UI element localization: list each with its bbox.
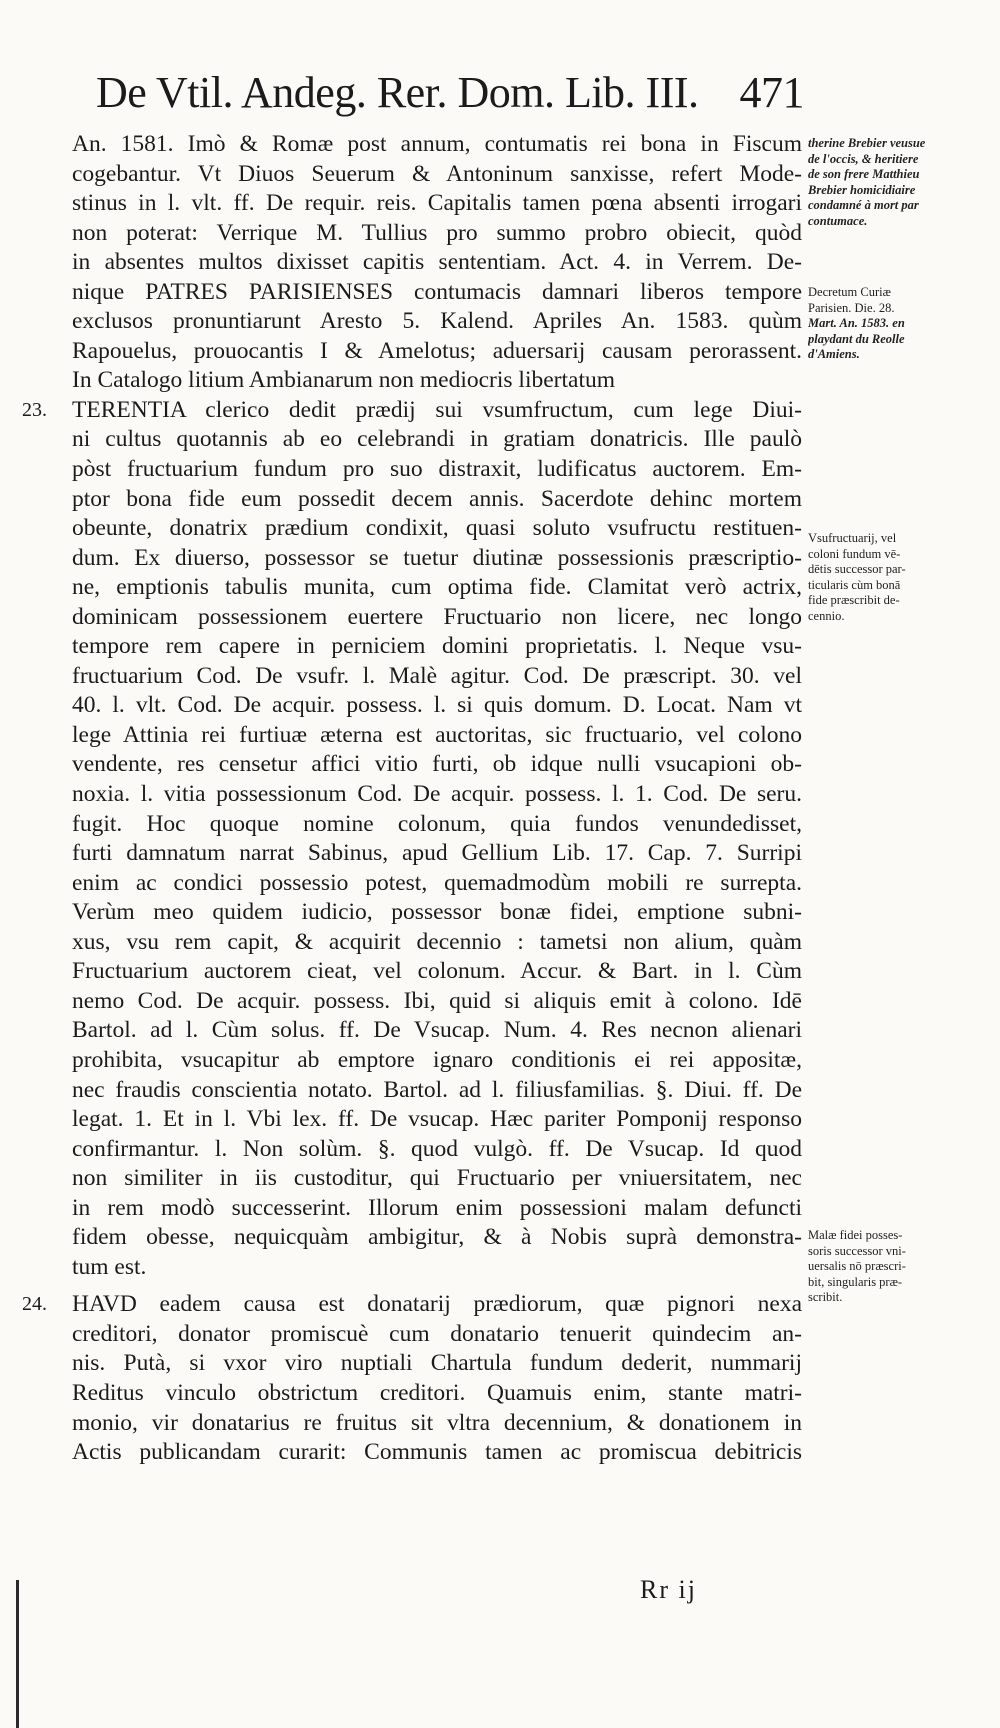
text-line: monio, vir donatarius re fruitus sit vltra decennium, & donationem in [72, 1409, 802, 1436]
text-line: confirmantur. l. Non solùm. §. quod vulgò. ff. De Vsucap. Id quod [72, 1135, 802, 1162]
text-line: lege Attinia rei furtiuæ æterna est auctoritas, sic fructuario, vel colono [72, 721, 802, 748]
running-title: De Vtil. Andeg. Rer. Dom. Lib. III. [96, 68, 699, 117]
text-line: TERENTIA clerico dedit prædij sui vsumfructum, cum lege Diui- [72, 396, 802, 423]
text-line: An. 1581. Imò & Romæ post annum, contumatis rei bona in Fiscum [72, 131, 802, 157]
text-line: Reditus vinculo obstrictum creditori. Quamuis enim, stante matri- [72, 1379, 802, 1406]
text-line: Bartol. ad l. Cùm solus. ff. De Vsucap. Num. 4. Res necnon alienari [72, 1017, 802, 1044]
text-line: enim ac condici possessio potest, quemadmodùm mobili re surrepta. [72, 869, 802, 896]
margin-note-brebier: therine Brebier veusue de l'occis, & heritiere de son frere Matthieu Brebier homicidiaire condamné à mort par contumace. [808, 136, 926, 228]
text-line: nec fraudis conscientia notato. Bartol. ad l. filiusfamilias. §. Diui. ff. De [72, 1076, 802, 1103]
paragraph-gap [72, 1282, 802, 1290]
signature-mark: Rr ij [640, 1575, 697, 1604]
text-line: Fructuarium auctorem cieat, vel colonum. Accur. & Bart. in l. Cùm [72, 958, 802, 985]
text-line: pòst fructuarium fundum pro suo distraxit, ludificatus auctorem. Em- [72, 456, 802, 483]
opening-paragraph [72, 130, 802, 396]
text-line: exclusos pronuntiarunt Aresto 5. Kalend. Apriles An. 1583. quùm [72, 308, 802, 335]
margin-note-vsufructuarij: Vsufructuarij, vel coloni fundum vē- dētis successor par- ticularis cùm bonā fide præscribit de- cennio. [808, 531, 906, 623]
text-line: Rapouelus, prouocantis I & Amelotus; aduersarij causam perorassent. [72, 337, 802, 364]
text-line: non poterat: Verrique M. Tullius pro summo probro obiecit, quòd [72, 219, 802, 246]
text-line: 40. l. vlt. Cod. De acquir. possess. l. si quis domum. D. Locat. Nam vt [72, 692, 802, 719]
text-line: ne, emptionis tabulis munita, cum optima fide. Clamitat verò actrix, [72, 574, 802, 601]
text-line: nique PATRES PARISIENSES contumacis damnari liberos tempore [72, 278, 802, 305]
paragraph-number: 23. [22, 398, 47, 421]
binding-edge-rule [16, 1580, 19, 1728]
text-line: nemo Cod. De acquir. possess. Ibi, quid si aliquis emit à colono. Idē [72, 987, 802, 1014]
text-line: in rem modò successerint. Illorum enim possessioni malam defuncti [72, 1194, 802, 1221]
text-line: tum est. [72, 1253, 147, 1280]
text-line: xus, vsu rem capit, & acquirit decennio : tametsi non alium, quàm [72, 928, 802, 955]
text-line: stinus in l. vlt. ff. De requir. reis. Capitalis tamen pœna absenti irrogari [72, 190, 802, 217]
text-line: HAVD eadem causa est donatarij prædiorum, quæ pignori nexa [72, 1291, 802, 1318]
text-line: dum. Ex diuerso, possessor se tuetur diutinæ possessionis præscriptio- [72, 544, 802, 571]
text-line: fructuarium Cod. De vsufr. l. Malè agitur. Cod. De præscript. 30. vel [72, 662, 802, 689]
text-line: nis. Putà, si vxor viro nuptiali Chartula fundum dederit, nummarij [72, 1350, 802, 1377]
text-line: prohibita, vsucapitur ab emptore ignaro conditionis ei rei appositæ, [72, 1046, 802, 1073]
text-line: ni cultus quotannis ab eo celebrandi in gratiam donatricis. Ille paulò [72, 426, 802, 453]
text-line: creditori, donator promiscuè cum donatario tenuerit quindecim an- [72, 1320, 802, 1347]
text-line: fidem obesse, nequicquàm ambigitur, & à Nobis suprà demonstra- [72, 1224, 802, 1251]
text-line: vendente, res censetur affici vitio furti, ob idque nulli vsucapioni ob- [72, 751, 802, 778]
text-line: furti damnatum narrat Sabinus, apud Gellium Lib. 17. Cap. 7. Surripi [72, 840, 802, 867]
text-line: Actis publicandam curarit: Communis tamen ac promiscua debitricis [72, 1439, 802, 1466]
text-line: non similiter in iis custoditur, qui Fructuario per vniuersitatem, nec [72, 1165, 802, 1192]
paragraph-24 [22, 1290, 802, 1467]
text-line: legat. 1. Et in l. Vbi lex. ff. De vsucap. Hæc pariter Pomponij responso [72, 1106, 802, 1133]
paragraph-23 [22, 396, 802, 1282]
text-line: Verùm meo quidem iudicio, possessor bonæ fidei, emptione subni- [72, 899, 802, 926]
text-line: In Catalogo litium Ambianarum non mediocris libertatum [72, 367, 616, 394]
margin-note-malae-fidei: Malæ fidei posses- soris successor vni- uersalis nō præscri- bit, singularis præ- scribit. [808, 1228, 906, 1304]
paragraph-number: 24. [22, 1293, 47, 1316]
text-line: obeunte, donatrix prædium condixit, quasi soluto vsufructu restituen- [72, 515, 802, 542]
main-text-block [22, 130, 802, 1468]
text-line: in absentes multos dixisset capitis sententiam. Act. 4. in Verrem. De- [72, 249, 802, 276]
text-line: dominicam possessionem euertere Fructuario non licere, nec longo [72, 603, 802, 630]
text-line: noxia. l. vitia possessionum Cod. De acquir. possess. l. 1. Cod. De seru. [72, 781, 802, 808]
running-header [96, 68, 804, 118]
margin-note-decretum: Decretum Curiæ Parisien. Die. 28. Mart. An. 1583. en playdant du Reolle d'Amiens. [808, 285, 905, 361]
text-line: ptor bona fide eum possedit decem annis. Sacerdote dehinc mortem [72, 485, 802, 512]
text-line: fugit. Hoc quoque nomine colonum, quia fundos venundedisset, [72, 810, 802, 837]
folio-number: 471 [739, 68, 804, 117]
text-line: cogebantur. Vt Diuos Seuerum & Antoninum sanxisse, refert Mode- [72, 160, 802, 187]
text-line: tempore rem capere in perniciem domini proprietatis. l. Neque vsu- [72, 633, 802, 660]
